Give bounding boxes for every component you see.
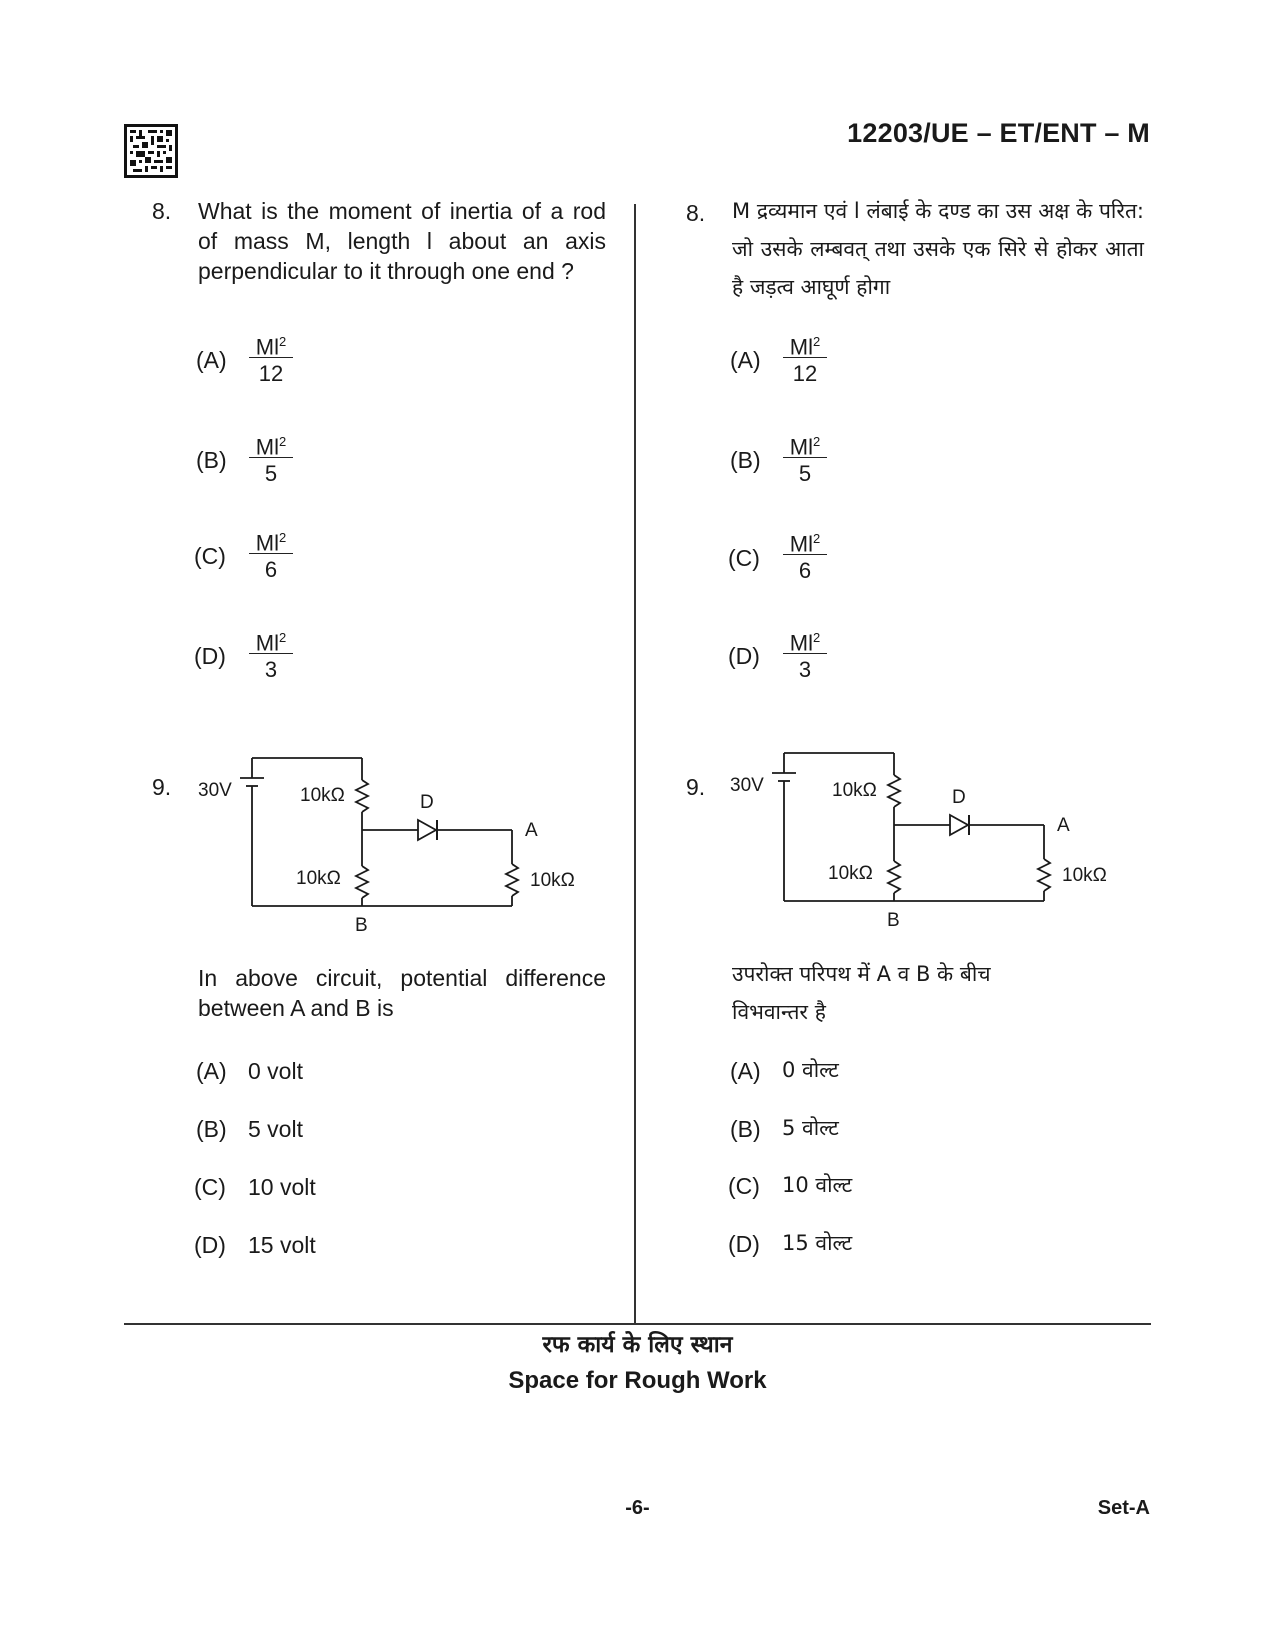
option-text[interactable]: 15 volt [248, 1232, 316, 1258]
option-label[interactable]: (D) [194, 643, 226, 669]
question-8-text-en: What is the moment of inertia of a rod of mass M, length l about an axis perpendicular to it through one end ? [198, 198, 606, 284]
option-label[interactable]: (A) [196, 347, 227, 373]
option-label[interactable]: (D) [194, 1232, 226, 1258]
page-number: -6- [625, 1497, 650, 1519]
diode-symbol [418, 820, 436, 840]
circuit-diagram [722, 745, 1132, 935]
option-label[interactable]: (D) [728, 643, 760, 669]
option-text[interactable]: 10 वोल्ट [782, 1173, 853, 1197]
rough-work-divider [124, 1323, 1151, 1325]
option-label[interactable]: (B) [730, 447, 761, 473]
option-fraction[interactable]: $\frac{Ml^2}{3}$ [249, 623, 293, 684]
rough-work-heading-hi: रफ कार्य के लिए स्थान [542, 1332, 733, 1358]
option-label[interactable]: (B) [196, 1116, 227, 1142]
option-text[interactable]: 10 volt [248, 1174, 316, 1200]
resistor-label-bottom: 10kΩ [296, 868, 341, 889]
option-label[interactable]: (B) [730, 1116, 761, 1142]
option-text[interactable]: 5 वोल्ट [782, 1116, 839, 1140]
question-number: 8. [686, 200, 706, 226]
node-b-label: B [887, 910, 900, 931]
resistor-label-bottom: 10kΩ [828, 863, 873, 884]
option-text[interactable]: 15 वोल्ट [782, 1231, 853, 1255]
option-fraction[interactable]: $\frac{Ml^2}{12}$ [783, 327, 827, 388]
option-fraction[interactable]: $\frac{Ml^2}{6}$ [783, 524, 827, 585]
circuit-diagram [190, 750, 600, 940]
option-label[interactable]: (D) [728, 1231, 760, 1257]
question-number: 9. [686, 774, 706, 800]
option-fraction[interactable]: $\frac{Ml^2}{6}$ [249, 523, 293, 584]
battery-label: 30V [730, 775, 764, 796]
column-divider [634, 204, 636, 1324]
question-8-text-hi: M द्रव्यमान एवं l लंबाई के दण्ड का उस अक्ष के परित: जो उसके लम्बवत् तथा उसके एक सिरे से होकर आता है जड़त्व आघूर्ण होगा [732, 199, 1144, 299]
option-label[interactable]: (A) [196, 1058, 227, 1084]
rough-work-heading-en: Space for Rough Work [508, 1367, 767, 1394]
option-fraction[interactable]: $\frac{Ml^2}{12}$ [249, 327, 293, 388]
option-label[interactable]: (C) [194, 543, 226, 569]
option-text[interactable]: 0 volt [248, 1058, 303, 1084]
set-label: Set-A [1097, 1497, 1150, 1519]
paper-code: 12203/UE – ET/ENT – M [847, 118, 1150, 148]
node-a-label: A [1057, 815, 1070, 836]
node-a-label: A [525, 820, 538, 841]
option-text[interactable]: 5 volt [248, 1116, 303, 1142]
diode-label: D [952, 787, 966, 808]
question-9-text-en: In above circuit, potential difference between A and B is [198, 965, 606, 1021]
option-fraction[interactable]: $\frac{Ml^2}{5}$ [783, 427, 827, 488]
resistor-label-right: 10kΩ [530, 870, 575, 891]
option-label[interactable]: (C) [728, 545, 760, 571]
question-9-text-hi: उपरोक्त परिपथ में A व B के बीच विभवान्तर है [732, 962, 991, 1024]
question-number: 9. [152, 774, 172, 800]
option-text[interactable]: 0 वोल्ट [782, 1058, 839, 1082]
option-fraction[interactable]: $\frac{Ml^2}{5}$ [249, 427, 293, 488]
option-label[interactable]: (A) [730, 347, 761, 373]
option-label[interactable]: (C) [728, 1173, 760, 1199]
resistor-label-top: 10kΩ [300, 785, 345, 806]
diode-symbol [950, 815, 968, 835]
resistor-label-right: 10kΩ [1062, 865, 1107, 886]
node-b-label: B [355, 915, 368, 936]
option-label[interactable]: (A) [730, 1058, 761, 1084]
option-label[interactable]: (C) [194, 1174, 226, 1200]
battery-label: 30V [198, 780, 232, 801]
data-matrix-code [124, 124, 178, 178]
option-label[interactable]: (B) [196, 447, 227, 473]
option-fraction[interactable]: $\frac{Ml^2}{3}$ [783, 623, 827, 684]
diode-label: D [420, 792, 434, 813]
question-number: 8. [152, 198, 172, 224]
resistor-label-top: 10kΩ [832, 780, 877, 801]
